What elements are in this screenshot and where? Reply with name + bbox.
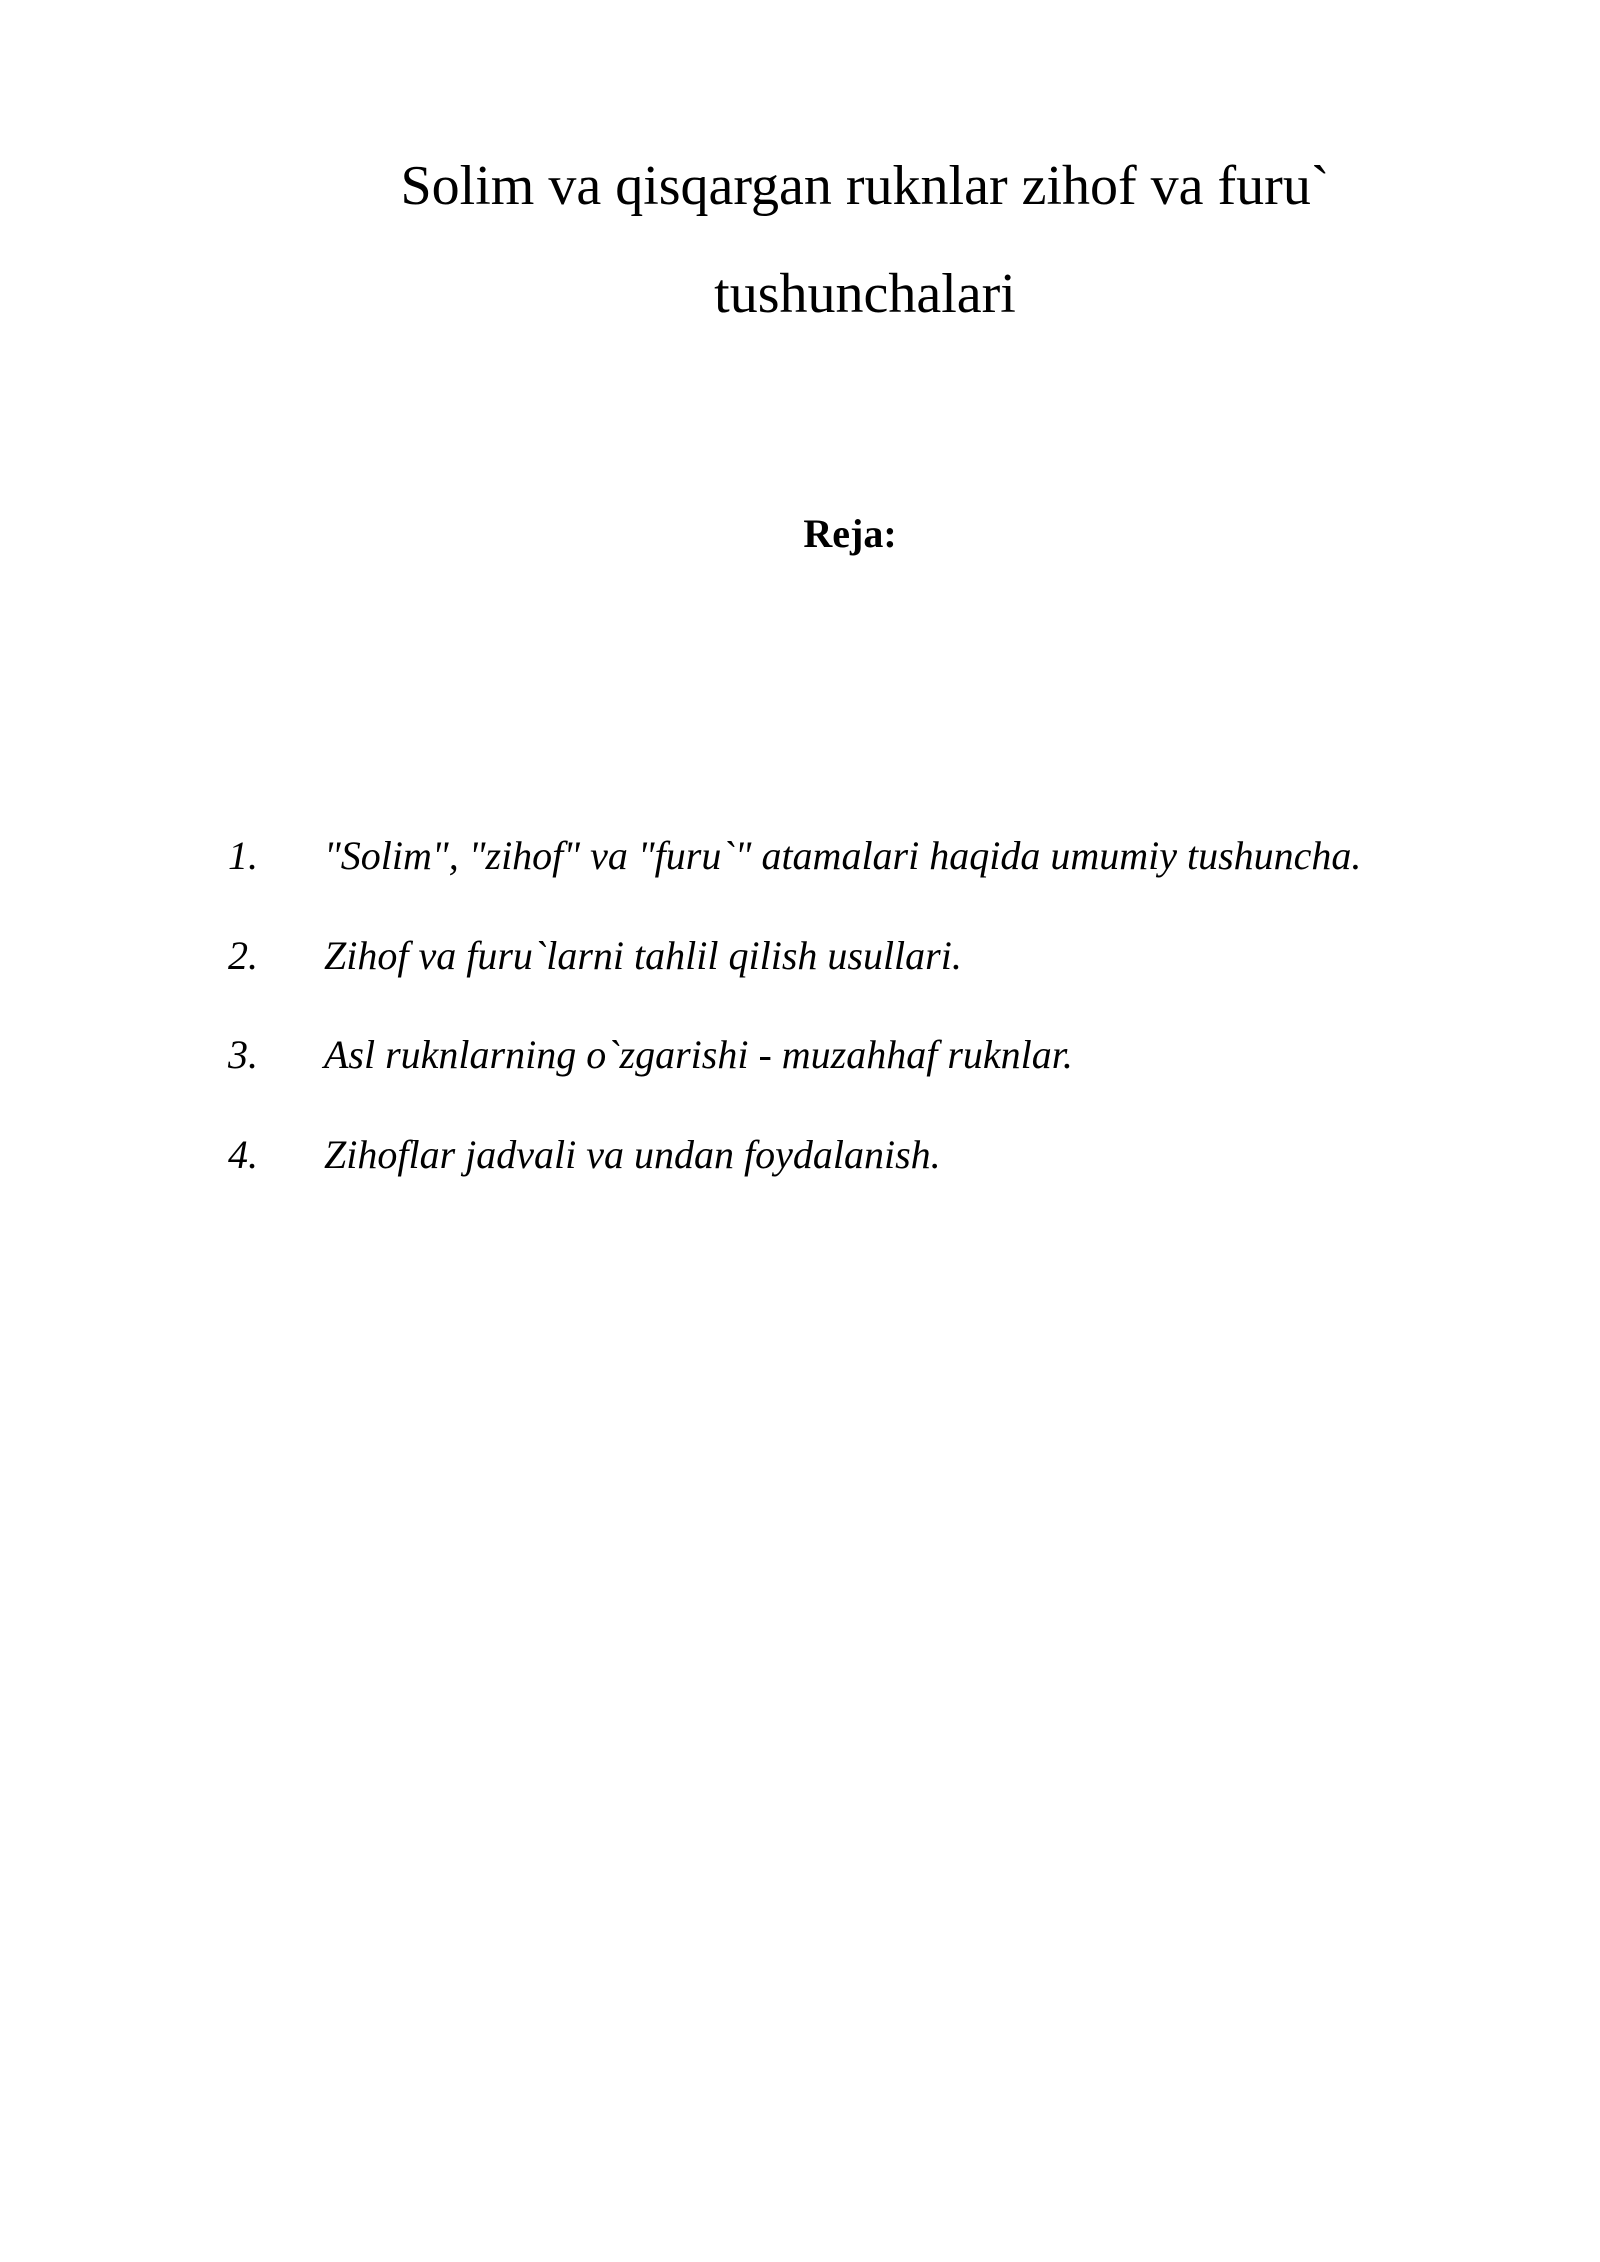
document-title-line-1: Solim va qisqargan ruknlar zihof va furu` bbox=[400, 155, 1330, 217]
plan-item-text: Asl ruknlarning o`zgarishi - muzahhaf ruknlar. bbox=[324, 1032, 1073, 1077]
plan-item-text: Zihoflar jadvali va undan foydalanish. bbox=[324, 1132, 941, 1177]
plan-item bbox=[0, 1125, 1600, 1185]
plan-item bbox=[0, 926, 1600, 986]
plan-item-number: 4. bbox=[228, 1132, 258, 1177]
plan-item-number: 3. bbox=[228, 1032, 258, 1077]
plan-item-text: "Solim", "zihof" va "furu`" atamalari haqida umumiy tushuncha. bbox=[324, 833, 1362, 878]
plan-item-number: 1. bbox=[228, 833, 258, 878]
plan-heading: Reja: bbox=[803, 511, 897, 556]
document-title-line-2: tushunchalari bbox=[714, 263, 1016, 325]
plan-item bbox=[0, 826, 1600, 886]
plan-item-number: 2. bbox=[228, 933, 258, 978]
plan-item bbox=[0, 1025, 1600, 1085]
plan-item-text: Zihof va furu`larni tahlil qilish usullari. bbox=[324, 933, 962, 978]
